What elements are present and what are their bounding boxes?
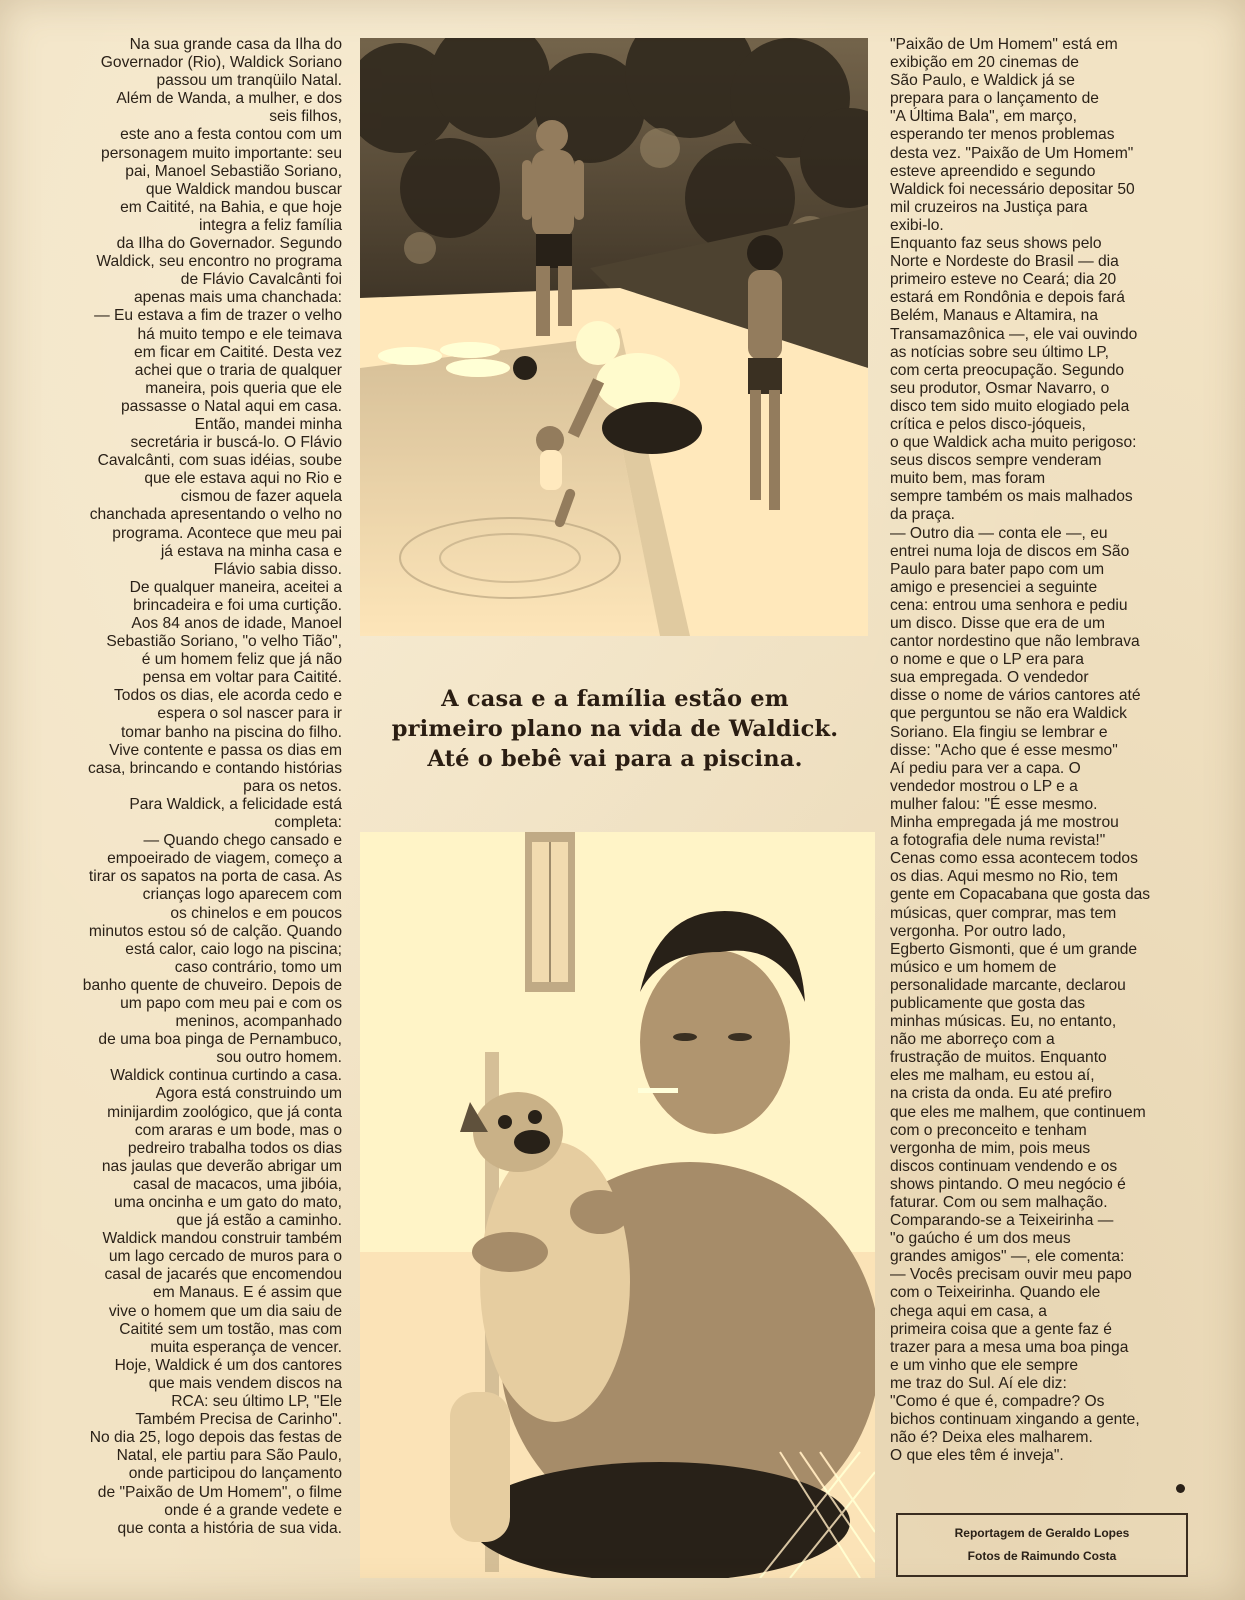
paragraph: Enquanto faz seus shows pelo Norte e Nordeste do Brasil — dia primeiro esteve no Ceará; dia 20 estará em Rondônia e depois fará Belém, Manaus e Altamira, na Transamazônica —, ele vai ouvindo as notícias sobre seu último LP, com certa preocupação. Segundo seu produtor, Osmar Navarro, o disco tem sido muito elogiado pela crítica e pelos disco-jóqueis, o que Waldick acha muito perigoso: seus discos sempre venderam muito bem, mas foram sempre também os mais malhados da praça.: [890, 235, 1138, 524]
caption-line: A casa e a família estão em: [441, 686, 789, 712]
caption-line: primeiro plano na vida de Waldick.: [391, 716, 839, 742]
paragraph: — Outro dia — conta ele —, eu entrei numa loja de discos em São Paulo para bater papo com um amigo e presenciei a seguinte cena: entrou uma senhora e pediu um disco. Disse que era de um cantor nordestino que não lembrava o nome e que o LP era para sua empregada. O vendedor disse o nome de vários cantores até que perguntou se não era Waldick Soriano. Ela fingiu se lembrar e disse: "Acho que é esse mesmo" Aí pediu para ver a capa. O vendedor mostrou o LP e a mulher falou: "É esse mesmo. Minha empregada já me mostrou a fotografia dele numa revista!" Cenas como essa acontecem todos os dias. Aqui mesmo no Rio, tem gente em Copacabana que gosta das músicas, quer comprar, mas tem vergonha. Por outro lado, Egberto Gismonti, que é um grande músico e um homem de personalidade marcante, declarou publicamente que gosta das minhas músicas. Eu, no entanto, não me aborreço com a frustração de muitos. Enquanto eles me malham, eu estou aí, na crista da onda. Eu até prefiro que eles me malhem, que continuem com o preconceito e tenham vergonha de mim, pois meus discos continuam vendendo e os shows pintando. O meu negócio é faturar. Com ou sem malhação.: [890, 524, 1151, 1211]
paragraph: — Quando chego cansado e empoeirado de viagem, começo a tirar os sapatos na porta de casa. As crianças logo aparecem com os chinelos e em poucos minutos estou só de calção. Quando está calor, caio logo na piscina; caso contrário, tomo um banho quente de chuveiro. Depois de um papo com meu pai e com os meninos, acompanhado de uma boa pinga de Pernambuco, sou outro homem.: [82, 832, 342, 1067]
paragraph: Para Waldick, a felicidade está completa:: [129, 795, 342, 832]
paragraph: Na sua grande casa da Ilha do Governador (Rio), Waldick Soriano passou um tranqüilo Natal. Além de Wanda, a mulher, e dos seis filhos, este ano a festa contou com um personagem muito importante: seu pai, Manoel Sebastião Soriano, que Waldick mandou buscar em Caitité, na Bahia, e que hoje integra a feliz família da Ilha do Governador. Segundo Waldick, seu encontro no programa de Flávio Cavalcânti foi apenas mais uma chanchada:: [96, 36, 342, 307]
paragraph: — Eu estava a fim de trazer o velho há muito tempo e ele teimava em ficar em Caitité. Desta vez achei que o traria de qualquer maneira, pois queria que ele passasse o Natal aqui em casa. Então, mandei minha secretária ir buscá-lo. O Flávio Cavalcânti, com suas idéias, soube que ele estava aqui no Rio e cismou de fazer aquela chanchada apresentando o velho no programa. Acontece que meu pai já estava na minha casa e Flávio sabia disso.: [89, 307, 342, 578]
paragraph: — Vocês precisam ouvir meu papo com o Teixeirinha. Quando ele chega aqui em casa, a primeira coisa que a gente faz é trazer para a mesa uma boa pinga e um vinho que ele sempre me traz do Sul. Aí ele diz: "Como é que é, compadre? Os bichos continuam xingando a gente, não é? Deixa eles malharem. O que eles têm é inveja".: [890, 1266, 1140, 1465]
photo-caption: [370, 684, 860, 774]
paragraph: Waldick mandou construir também um lago cercado de muros para o casal de jacarés que encomendou em Manaus. E é assim que vive o homem que um dia saiu de Caitité sem um tostão, mas com muita esperança de vencer.: [102, 1230, 342, 1356]
paragraph: De qualquer maneira, aceitei a brincadeira e foi uma curtição. Aos 84 anos de idade, Manoel Sebastião Soriano, "o velho Tião", é um homem feliz que já não pensa em voltar para Caitité. Todos os dias, ele acorda cedo e espera o sol nascer para ir tomar banho na piscina do filho. Vive contente e passa os dias em casa, brincando e contando histórias para os netos.: [88, 578, 342, 795]
credits-box: [896, 1513, 1188, 1577]
paragraph: Hoje, Waldick é um dos cantores que mais vendem discos na RCA: seu último LP, "Ele Também Precisa de Carinho". No dia 25, logo depois das festas de Natal, ele partiu para São Paulo, onde participou do lançamento de "Paixão de Um Homem", o filme onde é a grande vedete e que conta a história de sua vida.: [89, 1356, 342, 1537]
photo-credit: Fotos de Raimundo Costa: [967, 1549, 1117, 1563]
man-with-dog-photo: [360, 832, 875, 1578]
paragraph: "Paixão de Um Homem" está em exibição em 20 cinemas de São Paulo, e Waldick já se prepara para o lançamento de "A Última Bala", em março, esperando ter menos problemas desta vez. "Paixão de Um Homem" esteve apreendido e segundo Waldick foi necessário depositar 50 mil cruzeiros na Justiça para exibi-lo.: [890, 36, 1135, 234]
pool-family-photo: [360, 38, 868, 636]
paragraph: Waldick continua curtindo a casa. Agora está construindo um minijardim zoológico, que já conta com araras e um bode, mas o pedreiro trabalha todos os dias nas jaulas que deverão abrigar um casal de macacos, uma jibóia, uma oncinha e um gato do mato, que já estão a caminho.: [101, 1067, 342, 1230]
article-left-column: [36, 36, 342, 1538]
paragraph: Comparando-se a Teixeirinha — "o gaúcho é um dos meus grandes amigos" —, ele comenta:: [890, 1212, 1125, 1266]
caption-line: Até o bebê vai para a piscina.: [427, 746, 803, 772]
article-right-column: [890, 36, 1190, 1465]
end-mark-icon: [1176, 1484, 1185, 1493]
report-credit: Reportagem de Geraldo Lopes: [954, 1526, 1130, 1540]
